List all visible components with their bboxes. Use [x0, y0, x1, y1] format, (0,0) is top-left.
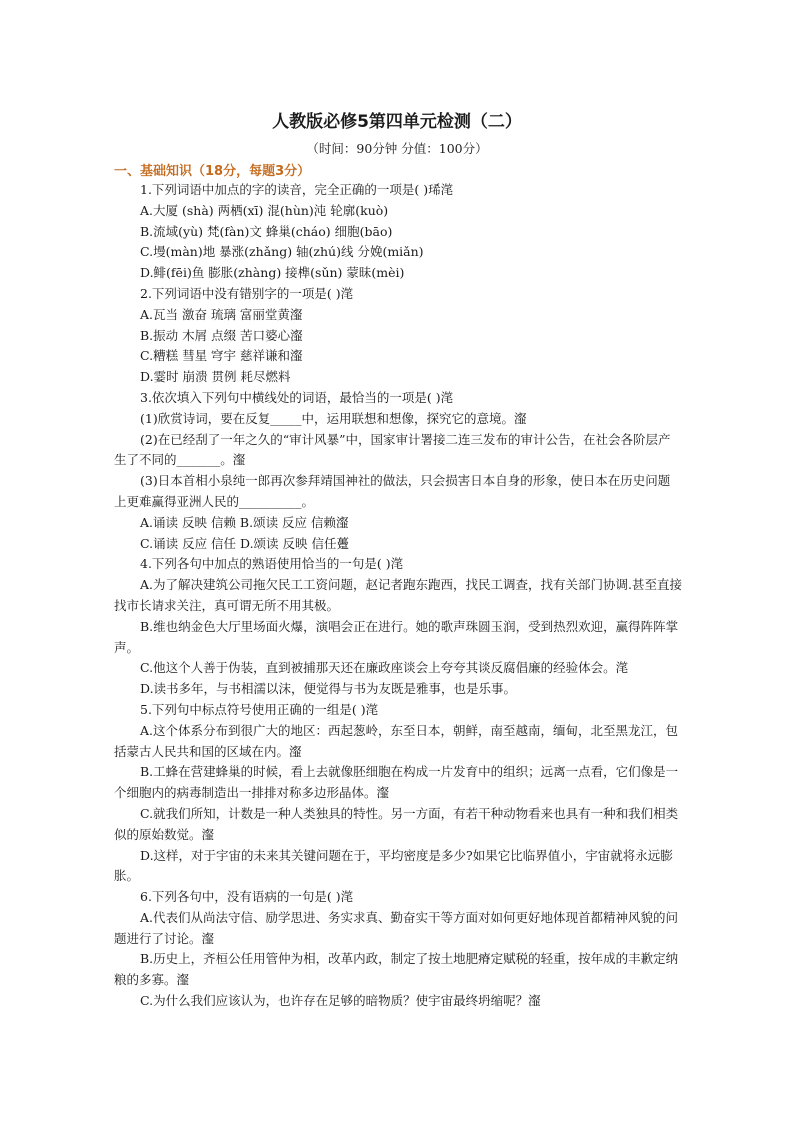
text-line: C.就我们所知，计数是一种人类独具的特性。另一方面，有若干种动物看来也具有一种和我们相类似的原始数觉。瀣: [114, 805, 679, 842]
text-line: (2)在已经刮了一年之久的“审计风暴”中，国家审计署接二连三发布的审计公告，在社会各阶层产生了不同的_______。瀣: [114, 431, 671, 468]
text-line: 6.下列各句中，没有语病的一句是( )滗: [140, 889, 354, 905]
document-subtitle: （时间：90分钟 分值：100分）: [306, 141, 488, 156]
document-title: 人教版必修5第四单元检测（二）: [272, 112, 522, 132]
text-line: D.这样，对于宇宙的未来其关键问题在于，平均密度是多少?如果它比临界值小，宇宙就将永远膨胀。: [114, 847, 673, 884]
text-line: A.瓦当 激奋 琉璃 富丽堂黄瀣: [140, 306, 303, 322]
text-line: B.工蜂在营建蜂巢的时候，看上去就像胚细胞在构成一片发育中的组织；远离一点看，它们像是一个细胞内的病毒制造出一排排对称多边形晶体。瀣: [114, 764, 679, 801]
text-line: A.代表们从尚法守信、励学思进、务实求真、勤奋实干等方面对如何更好地体现首都精神风貌的问题进行了讨论。瀣: [114, 909, 679, 946]
text-line: A.这个体系分布到很广大的地区：西起葱岭，东至日本，朝鲜，南至越南，缅甸，北至黑龙江，包括蒙古人民共和国的区域在内。瀣: [114, 722, 679, 759]
text-line: 2.下列词语中没有错别字的一项是( )滗: [140, 285, 354, 301]
text-line: A.大厦 (shà) 两栖(xī) 混(hùn)沌 轮廓(kuò): [140, 202, 389, 218]
text-line: (3)日本首相小泉纯一郎再次参拜靖国神社的做法，只会损害日本自身的形象，使日本在历史问题上更难赢得亚洲人民的__________。: [114, 473, 671, 509]
text-line: (1)欣赏诗词，要在反复_____中，运用联想和想像，探究它的意境。瀣: [140, 410, 527, 426]
text-line: C.他这个人善于伪装，直到被捕那天还在廉政座谈会上夸夸其谈反腐倡廉的经验体会。滗: [140, 660, 629, 676]
text-line: C.糟糕 彗星 穹宇 慈祥谦和瀣: [140, 348, 303, 364]
text-line: D.鲱(fēi)鱼 膨胀(zhàng) 接榫(sǔn) 蒙昧(mèi): [140, 265, 405, 281]
text-line: A.诵读 反映 信赖 B.颂读 反应 信赖瀣: [140, 514, 349, 530]
text-line: A.为了解决建筑公司拖欠民工工资问题，赵记者跑东跑西，找民工调查，找有关部门协调.甚至直接找市长请求关注，真可谓无所不用其极。: [114, 577, 682, 613]
text-line: B.振动 木屑 点缀 苦口婆心瀣: [140, 327, 303, 343]
text-line: B.流域(yù) 梵(fàn)文 蜂巢(cháo) 细胞(bāo): [140, 223, 393, 239]
text-line: D.霎时 崩溃 贯例 耗尽燃料: [140, 369, 291, 385]
section-heading: 一、基础知识（18分，每题3分）: [114, 164, 311, 179]
text-line: C.为什么我们应该认为，也许存在足够的暗物质？使宇宙最终坍缩呢？瀣: [140, 993, 541, 1009]
text-line: 4.下列各句中加点的熟语使用恰当的一句是( )滗: [140, 556, 404, 572]
text-line: 1.下列词语中加点的字的读音，完全正确的一项是( )琋滗: [140, 182, 454, 197]
text-line: 3.依次填入下列句中横线处的词语，最恰当的一项是( )滗: [140, 389, 454, 405]
text-line: B.历史上，齐桓公任用管仲为相，改革内政，制定了按土地肥瘠定赋税的轻重，按年成的丰歉定纳粮的多寡。瀣: [114, 951, 679, 988]
text-line: D.读书多年，与书相濡以沫，便觉得与书为友既是雅事，也是乐事。: [140, 681, 517, 697]
text-line: B.维也纳金色大厅里场面火爆，演唱会正在进行。她的歌声珠圆玉润，受到热烈欢迎，赢得阵阵掌声。: [114, 618, 679, 655]
text-line: 5.下列句中标点符号使用正确的一组是( )滗: [140, 701, 379, 717]
text-line: C.墁(màn)地 暴涨(zhǎng) 轴(zhú)线 分娩(miǎn): [140, 244, 424, 260]
question-body: [114, 180, 682, 1012]
text-line: C.诵读 反应 信任 D.颂读 反映 信任躉: [140, 535, 350, 551]
